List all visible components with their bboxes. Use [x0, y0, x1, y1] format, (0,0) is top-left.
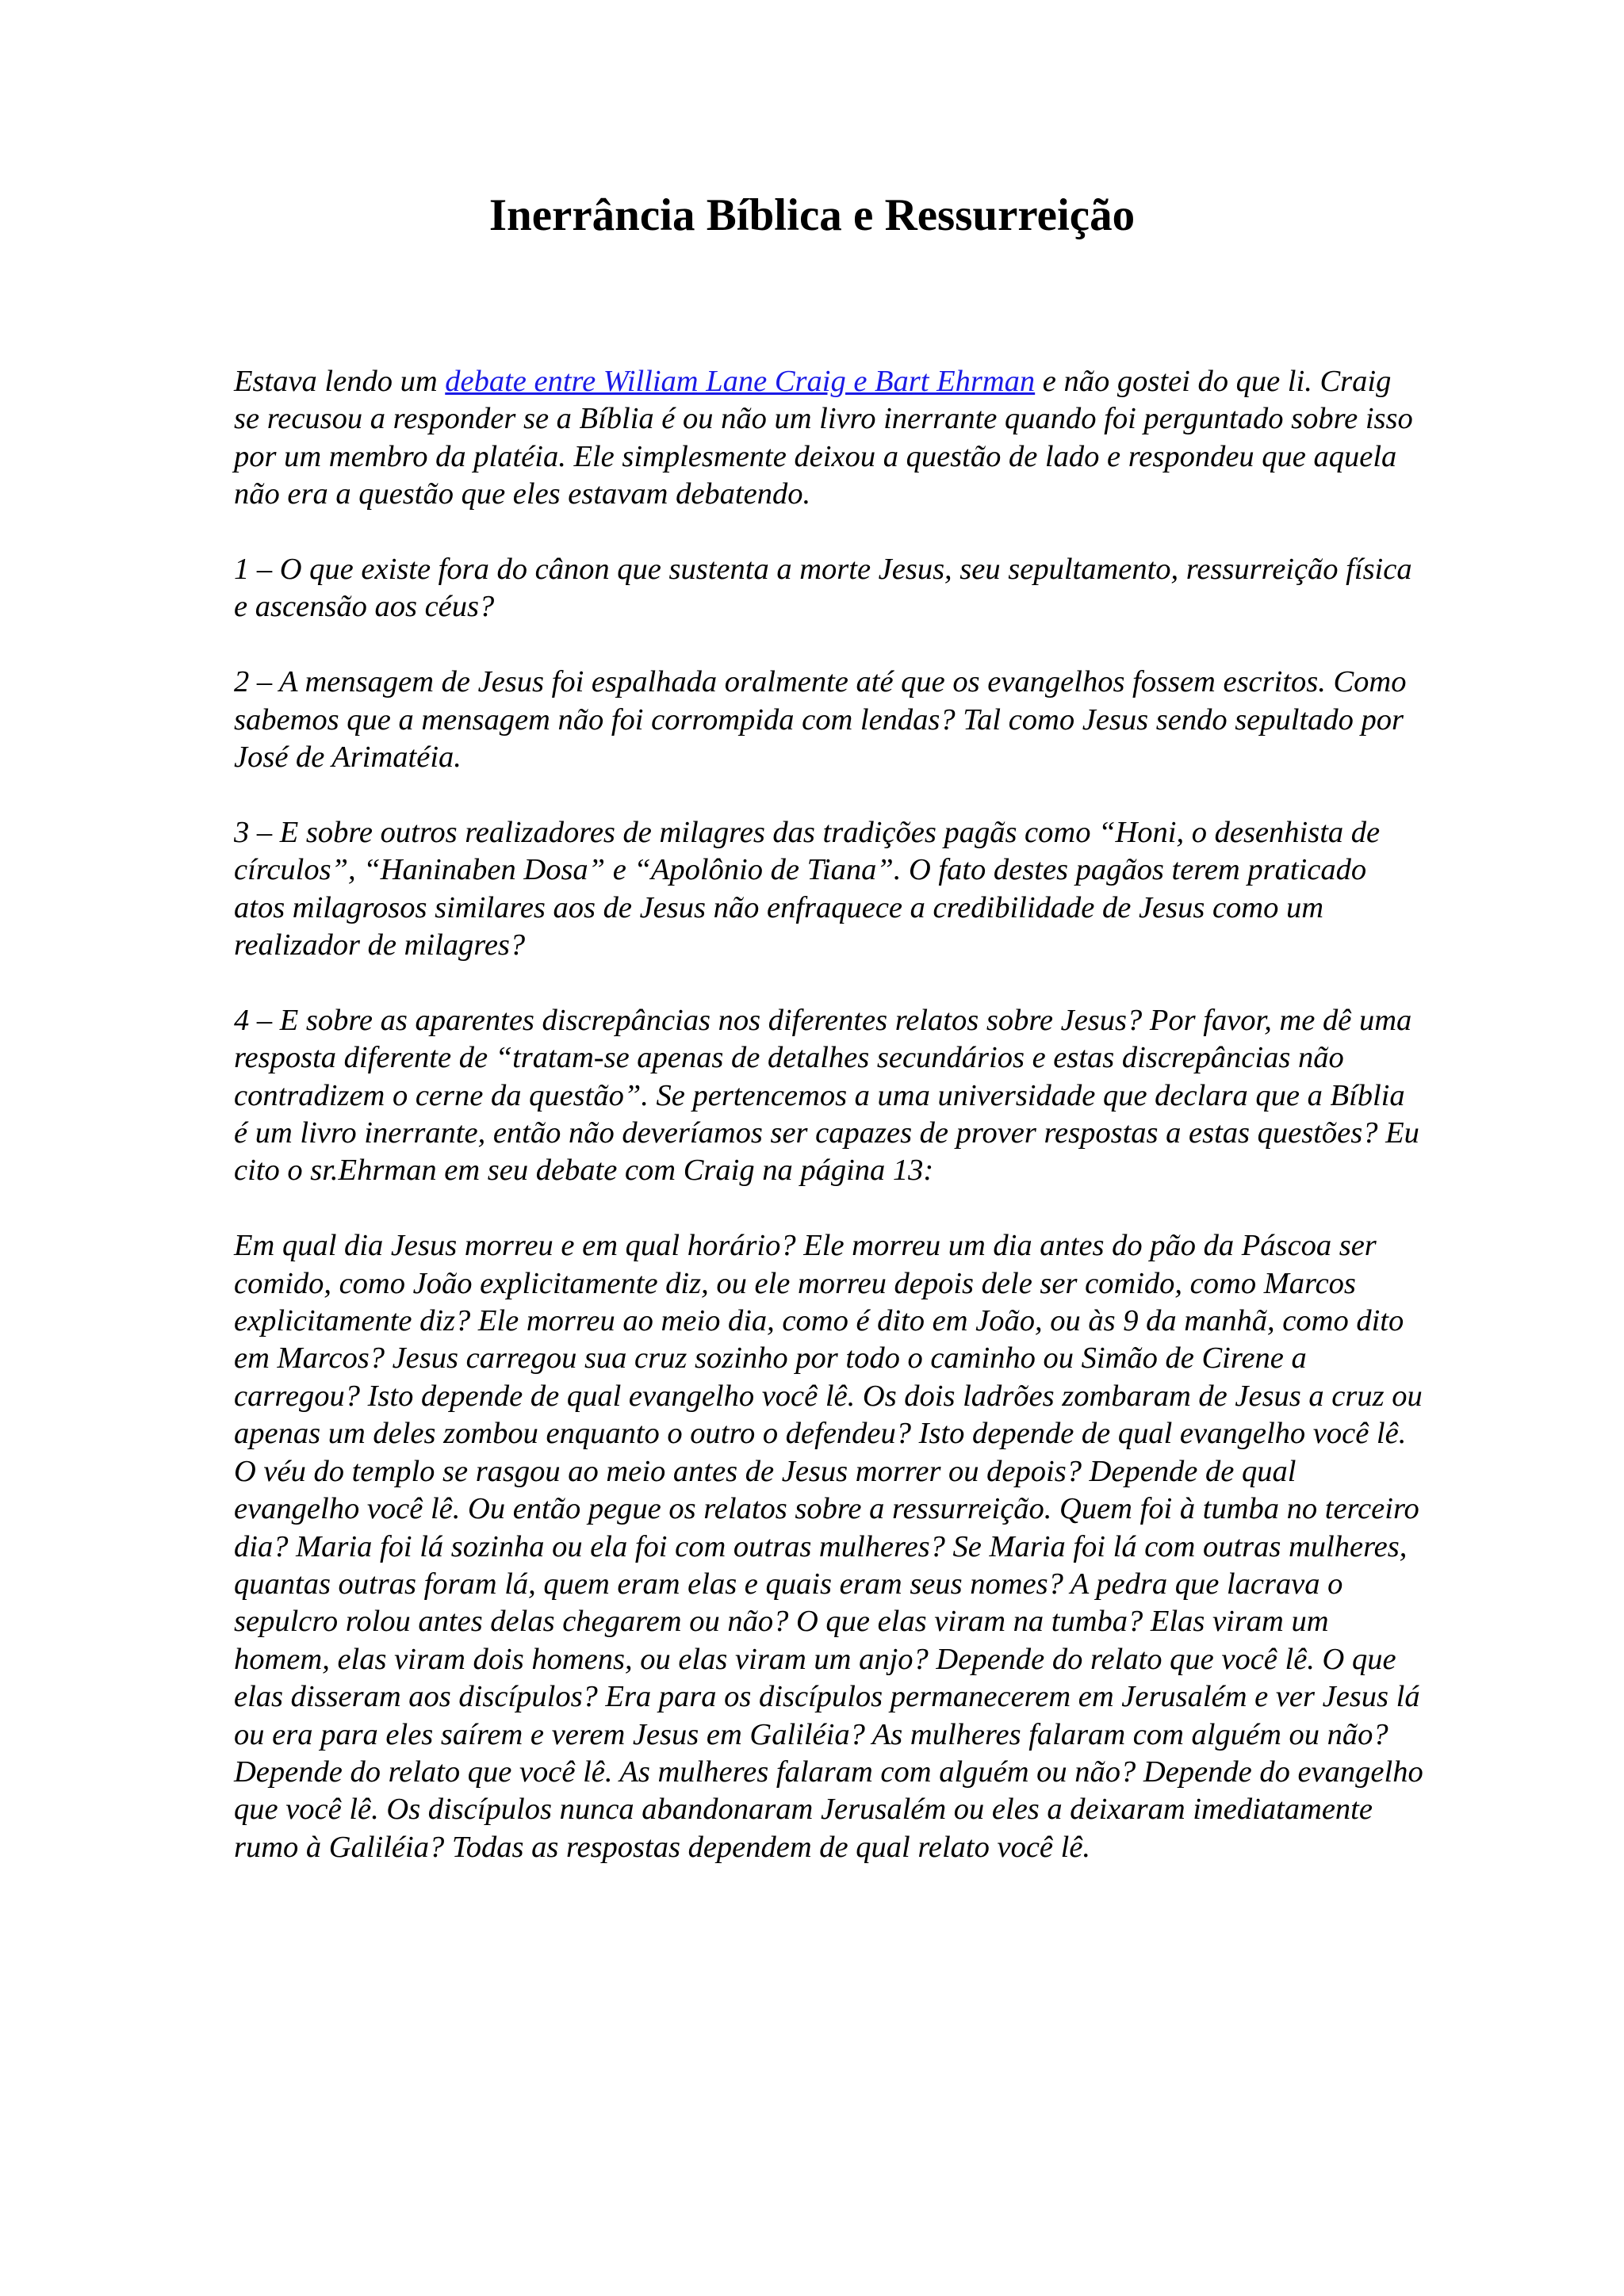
page-title: Inerrância Bíblica e Ressurreição — [488, 190, 1136, 240]
intro-text-after-link: e não gostei do que li. Craig se recusou a responder se a Bíblia é ou não um livro inerrante quando foi perguntado sobre isso por um membro da platéia. Ele simplesmente deixou a questão de lado e respondeu que aquela não era a questão que eles estavam debatendo. — [234, 365, 1413, 511]
ehrman-quote-paragraph: Em qual dia Jesus morreu e em qual horário? Ele morreu um dia antes do pão da Páscoa ser comido, como João explicitamente diz, ou ele morreu depois dele ser comido, como Marcos explicitamente diz? Ele morreu ao meio dia, como é dito em João, ou às 9 da manhã, como dito em Marcos? Jesus carregou sua cruz sozinho por todo o caminho ou Simão de Cirene a carregou? Isto depende de qual evangelho você lê. Os dois ladrões zombaram de Jesus a cruz ou apenas um deles zombou enquanto o outro o defendeu? Isto depende de qual evangelho você lê. O véu do templo se rasgou ao meio antes de Jesus morrer ou depois? Depende de qual evangelho você lê. Ou então pegue os relatos sobre a ressurreição. Quem foi à tumba no terceiro dia? Maria foi lá sozinha ou ela foi com outras mulheres? Se Maria foi lá com outras mulheres, quantas outras foram lá, quem eram elas e quais eram seus nomes? A pedra que lacrava o sepulcro rolou antes delas chegarem ou não? O que elas viram na tumba? Elas viram um homem, elas viram dois homens, ou elas viram um anjo? Depende do relato que você lê. O que elas disseram aos discípulos? Era para os discípulos permanecerem em Jerusalém e ver Jesus lá ou era para eles saírem e verem Jesus em Galiléia? As mulheres falaram com alguém ou não? Depende do relato que você lê. As mulheres falaram com alguém ou não? Depende do evangelho que você lê. Os discípulos nunca abandonaram Jerusalém ou eles a deixaram imediatamente rumo à Galiléia? Todas as respostas dependem de qual relato você lê. — [234, 1229, 1423, 1864]
intro-text-before-link: Estava lendo um — [234, 365, 446, 398]
question-paragraph-3: 3 – E sobre outros realizadores de milagres das tradições pagãs como “Honi, o desenhista de círculos”, “Haninaben Dosa” e “Apolônio de Tiana”. O fato destes pagãos terem praticado atos milagrosos similares aos de Jesus não enfraquece a credibilidade de Jesus como um realizador de milagres? — [234, 815, 1381, 962]
document-body — [234, 363, 1423, 1904]
question-paragraph-2: 2 – A mensagem de Jesus foi espalhada oralmente até que os evangelhos fossem escritos. Como sabemos que a mensagem não foi corrompida com lendas? Tal como Jesus sendo sepultado por José de Arimatéia. — [234, 665, 1407, 775]
question-paragraph-4: 4 – E sobre as aparentes discrepâncias nos diferentes relatos sobre Jesus? Por favor, me dê uma resposta diferente de “tratam-se apenas de detalhes secundários e estas discrepâncias não contradizem o cerne da questão”. Se pertencemos a uma universidade que declara que a Bíblia é um livro inerrante, então não deveríamos ser capazes de prover respostas a estas questões? Eu cito o sr.Ehrman em seu debate com Craig na página 13: — [234, 1003, 1419, 1188]
debate-link[interactable]: debate entre William Lane Craig e Bart Ehrman — [445, 365, 1036, 398]
question-paragraph-1: 1 – O que existe fora do cânon que sustenta a morte Jesus, seu sepultamento, ressurreição física e ascensão aos céus? — [234, 553, 1412, 624]
intro-paragraph — [234, 363, 1423, 514]
